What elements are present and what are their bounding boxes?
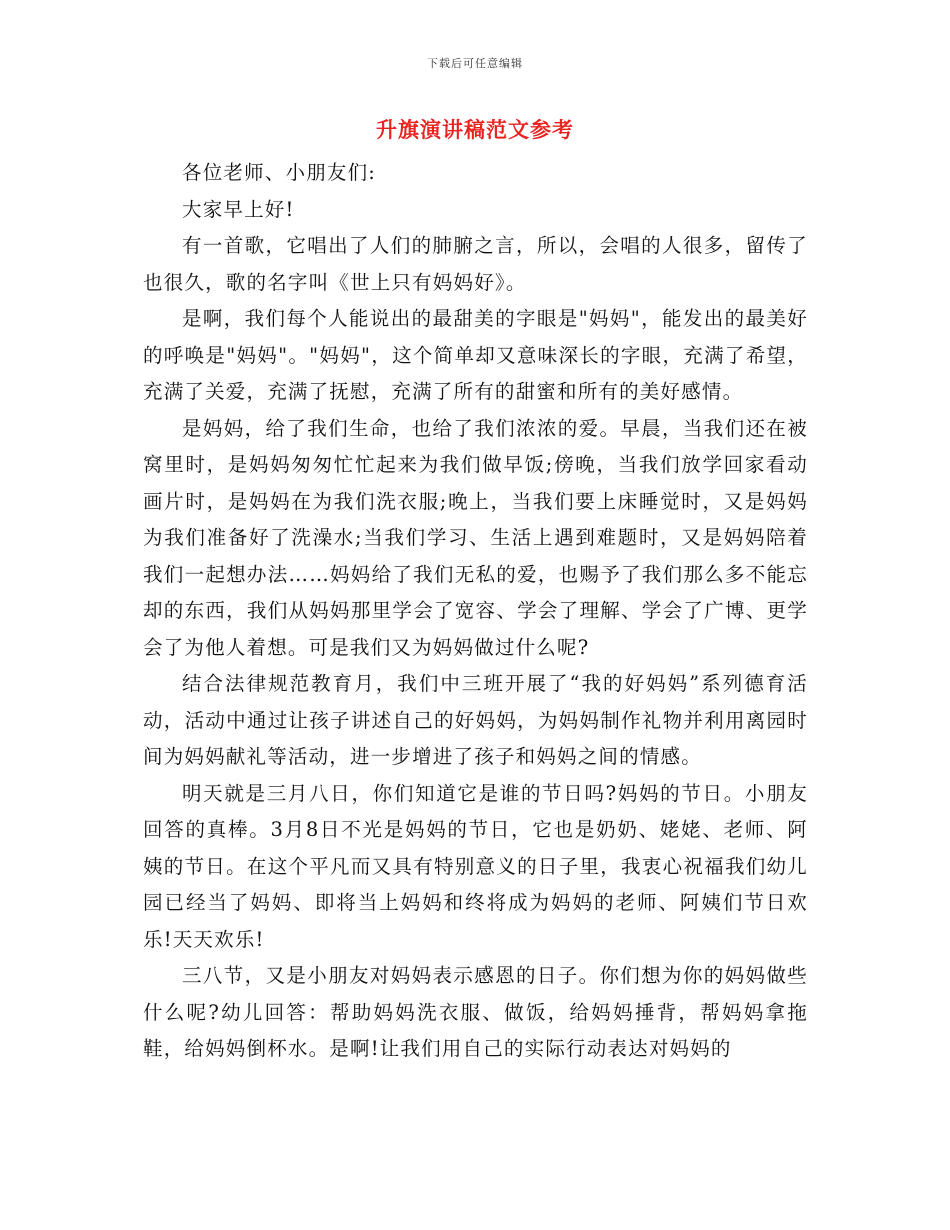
paragraph-song: 有一首歌，它唱出了人们的肺腑之言，所以，会唱的人很多，留传了也很久，歌的名字叫《世上只有妈妈好》。 <box>143 234 808 294</box>
paragraph-greeting: 各位老师、小朋友们: <box>182 161 377 184</box>
paragraph-activity: 结合法律规范教育月，我们中三班开展了“我的好妈妈”系列德育活动，活动中通过让孩子讲述自己的好妈妈，为妈妈制作礼物并利用离园时间为妈妈献礼等活动，进一步增进了孩子和妈妈之间的情感。 <box>143 672 808 768</box>
paragraph-womens-day: 明天就是三月八日，你们知道它是谁的节日吗?妈妈的节日。小朋友回答的真棒。3月8日不光是妈妈的节日，它也是奶奶、姥姥、老师、阿姨的节日。在这个平凡而又具有特别意义的日子里，我衷心祝福我们幼儿园已经当了妈妈、即将当上妈妈和终将成为妈妈的老师、阿姨们节日欢乐!天天欢乐! <box>143 781 808 951</box>
paragraph-mama-love: 是妈妈，给了我们生命，也给了我们浓浓的爱。早晨，当我们还在被窝里时，是妈妈匆匆忙忙起来为我们做早饭;傍晚，当我们放学回家看动画片时，是妈妈在为我们洗衣服;晚上，当我们要上床睡觉时，又是妈妈为我们准备好了洗澡水;当我们学习、生活上遇到难题时，又是妈妈陪着我们一起想办法……妈妈给了我们无私的爱，也赐予了我们那么多不能忘却的东西，我们从妈妈那里学会了宽容、学会了理解、学会了广博、更学会了为他人着想。可是我们又为妈妈做过什么呢? <box>143 416 808 659</box>
document-body <box>143 155 808 1068</box>
paragraph-gratitude: 三八节，又是小朋友对妈妈表示感恩的日子。你们想为你的妈妈做些什么呢?幼儿回答：帮助妈妈洗衣服、做饭，给妈妈捶背，帮妈妈拿拖鞋，给妈妈倒杯水。是啊!让我们用自己的实际行动表达对妈妈的 <box>143 964 808 1060</box>
paragraph-mama-word: 是啊，我们每个人能说出的最甜美的字眼是"妈妈"，能发出的最美好的呼唤是"妈妈"。"妈妈"，这个简单却又意味深长的字眼，充满了希望，充满了关爱，充满了抚慰，充满了所有的甜蜜和所有的美好感情。 <box>143 307 808 403</box>
document-title: 升旗演讲稿范文参考 <box>376 118 574 142</box>
header-note: 下载后可任意编辑 <box>427 57 523 70</box>
paragraph-good-morning: 大家早上好! <box>182 197 295 221</box>
